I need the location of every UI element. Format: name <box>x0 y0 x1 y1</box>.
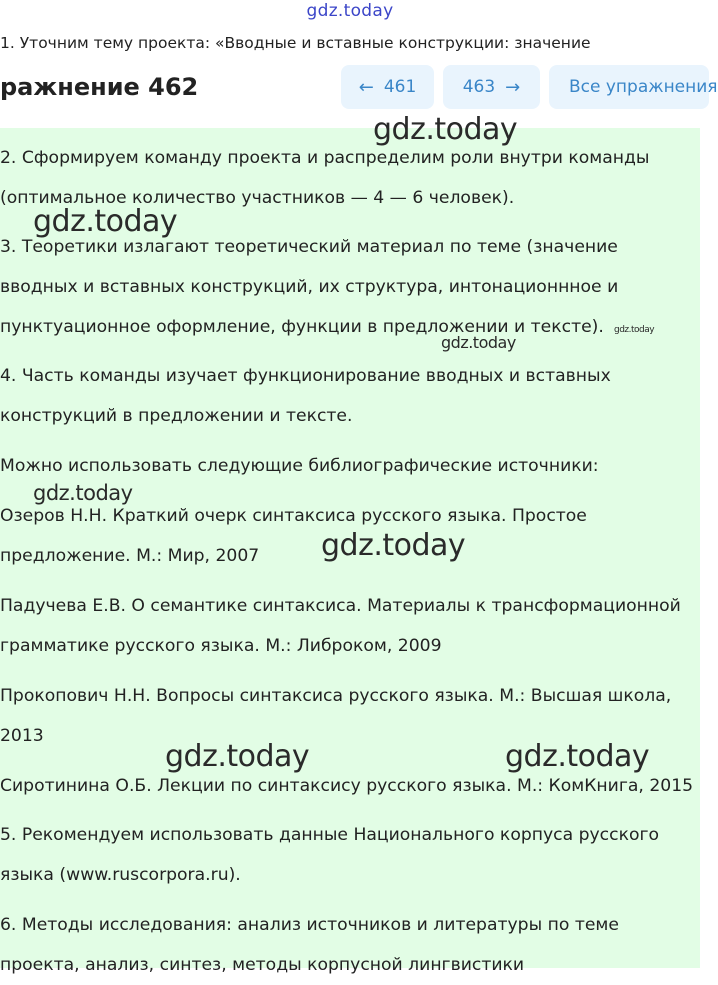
watermark-text: gdz.today <box>614 325 655 335</box>
watermark-text: gdz.today <box>441 333 516 352</box>
watermark-text: gdz.today <box>165 739 310 774</box>
answer-paragraph: 4. Часть команды изучает функционирование вводных и вставных конструкций в предложении и тексте. <box>0 366 611 426</box>
all-exercises-label: Все упражнения <box>569 77 718 97</box>
watermark-text: gdz.today <box>33 204 178 239</box>
bibliography-item: Озеров Н.Н. Краткий очерк синтаксиса русского языка. Простое предложение. М.: Мир, 2007 <box>0 506 587 566</box>
answer-content <box>0 112 700 975</box>
next-exercise-label: 463 <box>462 77 496 97</box>
exercise-header <box>0 59 718 115</box>
answer-paragraph: 3. Теоретики излагают теоретический материал по теме (значение вводных и вставных конструкций, их структура, интонационнное и пунктуационное оформление, функции в предложении и тексте). <box>0 237 619 337</box>
previous-exercise-label: 461 <box>383 77 417 97</box>
bibliography-item: Сиротинина О.Б. Лекции по синтаксису русского языка. М.: КомКнига, 2015 <box>0 776 694 796</box>
bibliography-item: Падучева Е.В. О семантике синтаксиса. Материалы к трансформационной грамматике русского языка. М.: Либроком, 2009 <box>0 596 681 656</box>
watermark-text: gdz.today <box>321 528 466 563</box>
previous-exercise-button[interactable] <box>341 65 434 109</box>
watermark-text: gdz.today <box>373 112 518 147</box>
watermark-text: gdz.today <box>33 481 133 505</box>
previous-paragraph-cut: 1. Уточним тему проекта: «Вводные и вставные конструкции: значение <box>0 34 591 52</box>
bibliography-item: Прокопович Н.Н. Вопросы синтаксиса русского языка. М.: Высшая школа, 2013 <box>0 686 672 746</box>
answer-paragraph: 5. Рекомендуем использовать данные Национального корпуса русского языка (www.ruscorpora.ru). <box>0 825 660 885</box>
watermark-text: gdz.today <box>505 739 650 774</box>
arrow-left-icon: ← <box>358 76 374 98</box>
answer-paragraph: 2. Сформируем команду проекта и распределим роли внутри команды (оптимальное количество участников — 4 — 6 человек). <box>0 148 650 208</box>
answer-paragraph: 6. Методы исследования: анализ источников и литературы по теме проекта, анализ, синтез, методы корпусной лингвистики <box>0 915 619 975</box>
arrow-right-icon: → <box>505 76 521 98</box>
next-exercise-button[interactable] <box>443 65 540 109</box>
top-watermark: gdz.today <box>306 1 394 21</box>
answer-paragraph: Можно использовать следующие библиографические источники: <box>0 456 599 476</box>
exercise-title: ражнение 462 <box>0 73 199 101</box>
all-exercises-button[interactable] <box>549 65 718 109</box>
